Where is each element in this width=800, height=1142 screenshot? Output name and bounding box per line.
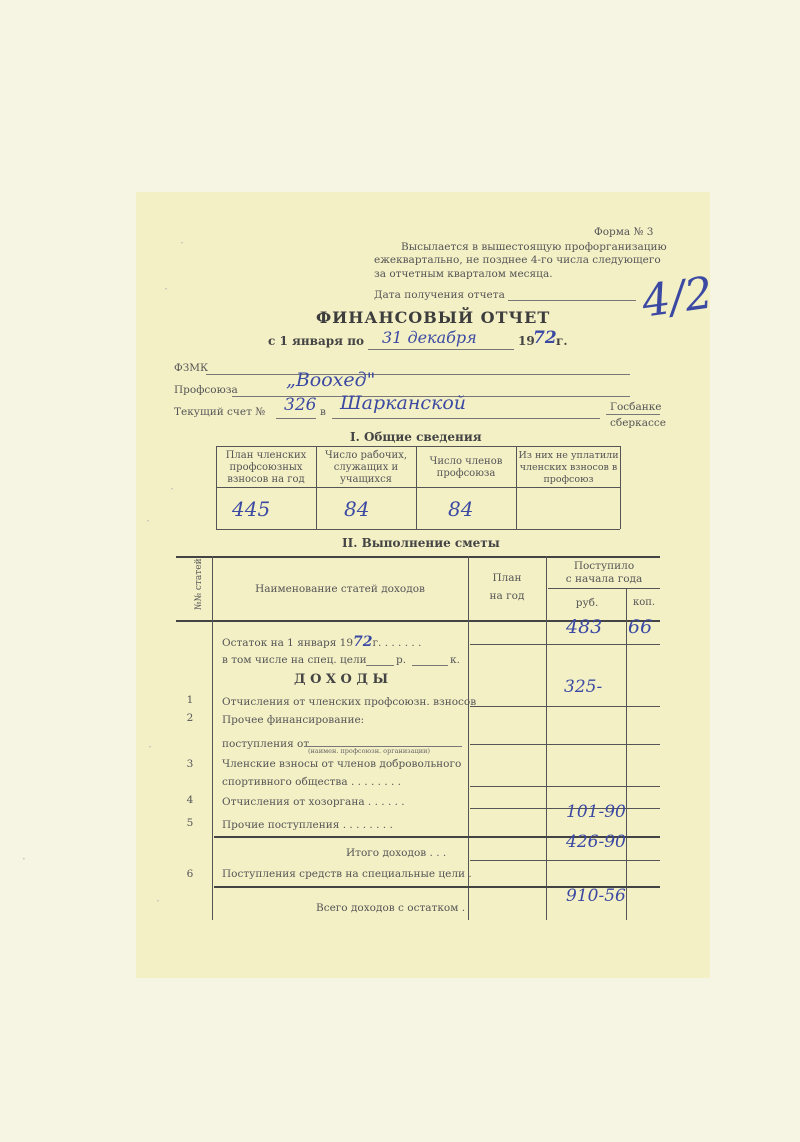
special-purpose-label: в том числе на спец. цели <box>222 654 367 666</box>
gosbank-label: Госбанке <box>610 401 662 413</box>
section2-title: II. Выполнение сметы <box>342 536 500 550</box>
row-label: Прочие поступления . . . . . . . . <box>222 819 393 831</box>
bank-value: Шарканской <box>340 392 467 414</box>
scan-speck: · <box>148 740 152 754</box>
value-workers-count: 84 <box>344 497 370 521</box>
row-label: поступления от <box>222 738 310 750</box>
savings-label: сберкассе <box>610 417 666 429</box>
receipt-date-label: Дата получения отчета <box>374 289 505 301</box>
value-plan-dues: 445 <box>232 497 271 521</box>
row-label: спортивного общества . . . . . . . . <box>222 776 402 788</box>
period-value: 31 декабря <box>382 328 477 347</box>
col-received-since: с начала года <box>565 573 643 585</box>
row-label: Членские взносы от членов добровольного <box>222 758 462 770</box>
col-kop: коп. <box>632 597 656 608</box>
scan-speck: · <box>22 852 26 866</box>
balance-label: Остаток на 1 января 1972г. . . . . . . <box>222 634 422 650</box>
row-number: 6 <box>186 868 194 880</box>
period-line <box>368 349 514 350</box>
account-label: Текущий счет № <box>174 406 266 418</box>
col-rub: руб. <box>575 597 599 609</box>
col-article-numbers: №№ статей <box>194 558 204 610</box>
period-prefix: с 1 января по <box>268 334 364 348</box>
header-plan-dues: План членских профсоюзных взносов на год <box>225 450 307 485</box>
year-suffix: г. <box>556 334 568 348</box>
row-label: Отчисления от хозоргана . . . . . . <box>222 796 405 808</box>
col-received: Поступило <box>573 560 635 572</box>
total-income-value: 426-90 <box>566 832 626 852</box>
balance-rub: 483 <box>566 616 603 638</box>
gosbank-line <box>606 414 660 415</box>
receipt-date-line <box>508 300 636 301</box>
grand-total-value: 910-56 <box>566 886 626 906</box>
scan-speck: · <box>164 282 168 296</box>
grand-total-label: Всего доходов с остатком . <box>316 902 466 914</box>
corner-handwritten-mark: 4/2 <box>638 267 717 328</box>
total-income-label: Итого доходов . . . <box>346 847 447 859</box>
union-label: Профсоюза <box>174 384 238 396</box>
header-members-count: Число членов профсоюза <box>429 456 503 479</box>
account-line <box>276 418 316 419</box>
bank-prefix: в <box>320 406 326 418</box>
row-number: 5 <box>186 817 194 829</box>
header-workers-count: Число рабочих, служащих и учащихся <box>324 450 408 485</box>
fzmk-line <box>206 374 630 375</box>
form-number: Форма № 3 <box>594 226 654 238</box>
note-line-1: Высылается в вышестоящую профорганизацию <box>401 241 667 253</box>
row-number: 4 <box>186 794 194 806</box>
report-title: ФИНАНСОВЫЙ ОТЧЕТ <box>316 308 551 327</box>
note-line-3: за отчетным кварталом месяца. <box>374 268 553 280</box>
col-plan: План <box>492 572 522 584</box>
header-unpaid: Из них не уплатили членских взносов в профсоюз <box>518 450 619 485</box>
fzmk-label: ФЗМК <box>174 362 209 374</box>
row-number: 1 <box>186 694 194 706</box>
balance-kop: 66 <box>628 616 653 638</box>
scan-speck: · <box>170 482 174 496</box>
row6-label: Поступления средств на специальные цели . <box>222 868 472 880</box>
account-value: 326 <box>284 395 317 415</box>
value-members-count: 84 <box>448 497 474 521</box>
scan-speck: · <box>156 894 160 908</box>
year-prefix: 19 <box>518 334 535 348</box>
row-label: Отчисления от членских профсоюзн. взносов <box>222 696 477 708</box>
balance-year: 72 <box>353 634 373 650</box>
col-income-items: Наименование статей доходов <box>255 583 425 595</box>
section1-title: I. Общие сведения <box>350 430 482 444</box>
report-form-sheet: Форма № 3 Высылается в вышестоящую профорганизацию ежеквартально, не позднее 4-го числа следующего за отчетным кварталом месяца. Дата получения отчета 4/2 ФИНАНСОВЫЙ ОТЧЕТ с 1 января по 31 декабря 19 72 г. ФЗМК Профсоюза „Воохед" Текущий счет № 326 в Шарканской Госбанке сберкассе I. Общие сведения План членских профсоюзных взносов на год Число рабочих, служащих и учащихся Число членов профсоюза Из них не уплатили членских взносов в профсоюз 445 84 84 II. Выполнение сметы №№ статей Наименование статей доходов План на год Поступило с начала года руб. коп. Остаток на 1 января 1972г. . . . . . . 483 66 в том числе на спец. цели р. к. Д О Х О Д Ы 325- 1 Отчисления от членских профсоюзн. взносов 2 Прочее финансирование: поступления от (наимен. профсоюзн. организации) 3 Членские взносы от членов добровольного спортивного общества . . . . . . . . 4 Отчисления от хозоргана . . . . . . 5 Прочие поступления . . . . . . . . 101-90 Итого доходов . . . 426-90 6 Поступления средств на специальные цели . Всего доходов с остатком . 910-56 <box>136 192 710 978</box>
row1-value: 325- <box>564 677 603 697</box>
row-label: Прочее финансирование: <box>222 714 365 726</box>
year-value: 72 <box>533 328 557 348</box>
bank-line <box>332 418 600 419</box>
col-plan-year: на год <box>489 590 525 602</box>
row-number: 2 <box>186 712 194 724</box>
scan-speck: · <box>180 236 184 250</box>
scan-speck: · <box>146 514 150 528</box>
from-note: (наимен. профсоюзн. организации) <box>308 747 430 755</box>
income-heading: Д О Х О Д Ы <box>294 672 389 687</box>
union-value: „Воохед" <box>286 369 376 391</box>
note-line-2: ежеквартально, не позднее 4-го числа следующего <box>374 254 661 266</box>
row-number: 3 <box>186 758 194 770</box>
row5-value: 101-90 <box>566 802 626 822</box>
